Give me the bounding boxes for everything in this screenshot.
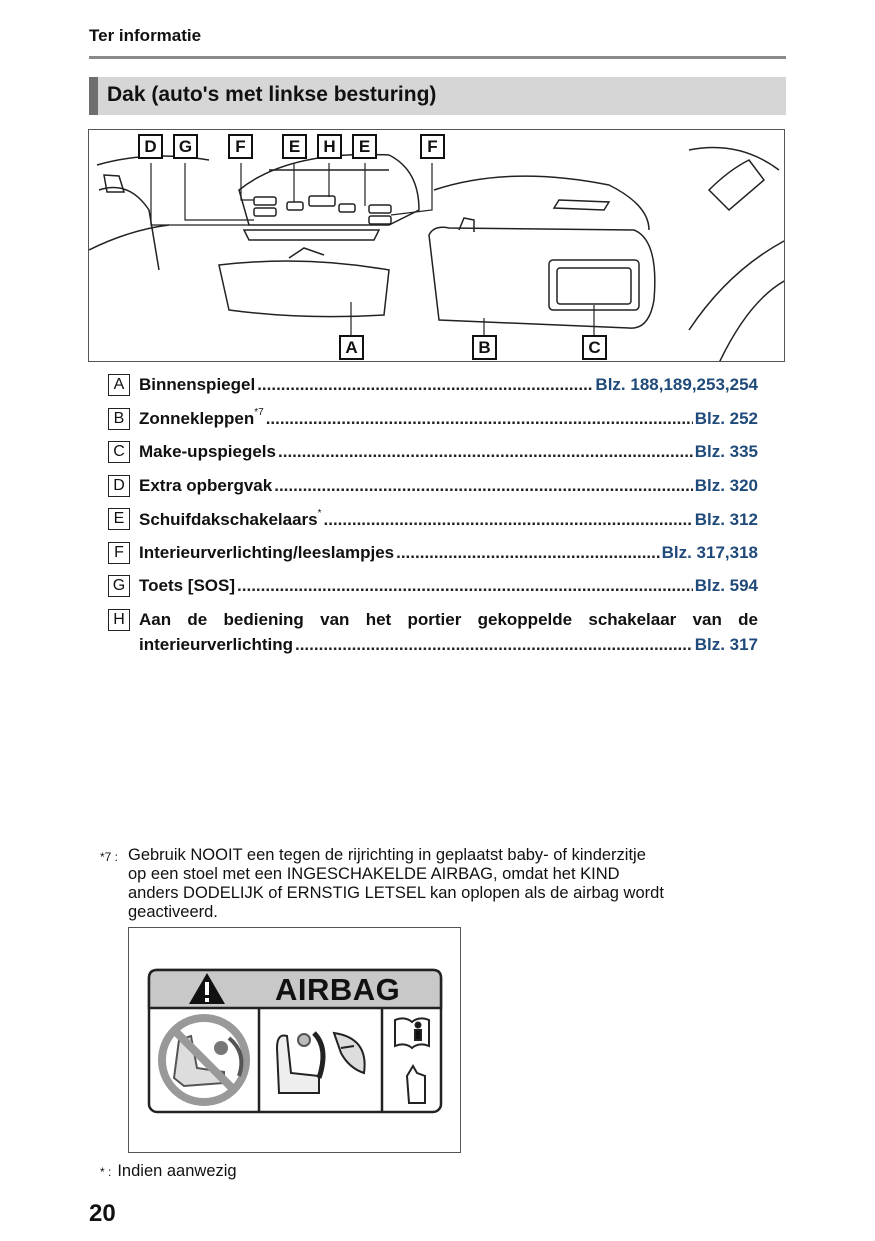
item-label: Interieurverlichting/leeslampjes [139,543,395,562]
page-reference[interactable]: Blz. 594 [694,576,758,595]
page-reference[interactable]: Blz. 252 [694,409,758,428]
item-key: B [108,408,130,430]
page-reference[interactable]: Blz. 317 [694,635,758,654]
callout-e-right: E [352,134,377,159]
item-label: Binnenspiegel [139,375,256,394]
page-number: 20 [89,1200,116,1227]
page-reference[interactable]: Blz. 317,318 [661,543,758,562]
leader-dots [257,375,593,395]
item-key: A [108,374,130,396]
callout-c: C [582,335,607,360]
roof-illustration [88,129,785,362]
item-key: E [108,508,130,530]
section-title: Dak (auto's met linkse besturing) [107,83,437,106]
callout-f-right: F [420,134,445,159]
leader-dots [266,409,693,429]
section-accent [89,77,98,115]
item-label: Zonnekleppen$^{*7}$ [139,407,264,428]
item-label-continued: interieurverlichting [139,635,293,654]
no-rear-facing-seat-icon [162,1018,246,1102]
airbag-title: AIRBAG [275,972,401,1007]
callout-f-left: F [228,134,253,159]
leader-dots [274,476,692,496]
item-key: H [108,609,130,631]
item-label: Schuifdakschakelaars* [139,508,322,529]
asterisk-footnote [100,1162,237,1181]
footnote-line: anders DODELIJK of ERNSTIG LETSEL kan oplopen als de airbag wordt [128,884,664,902]
header-rule [89,56,786,59]
item-label: Extra opbergvak [139,476,273,495]
leader-dots [396,543,659,563]
airbag-warning-label [128,927,461,1153]
footnote-line: geactiveerd. [128,903,218,921]
leader-dots [237,576,693,596]
leader-dots [278,442,693,462]
airbag-label-graphic [129,928,460,1152]
section-title-bar [89,77,786,115]
footnote-text [128,846,758,922]
footnote-line: Gebruik NOOIT een tegen de rijrichting in geplaatst baby- of kinderzitje [128,846,646,864]
item-key: D [108,475,130,497]
callout-h: H [317,134,342,159]
page-reference[interactable]: Blz. 320 [694,476,758,495]
leader-dots [295,635,693,655]
footnote-mark: * : [100,1165,112,1179]
footnote-line: op een stoel met een INGESCHAKELDE AIRBAG, omdat het KIND [128,865,620,883]
item-key: G [108,575,130,597]
callout-d: D [138,134,163,159]
item-label: Aan de bediening van het portier gekoppelde schakelaar van de [139,610,758,629]
item-label: Make-upspiegels [139,442,276,461]
footnote-ref: * [317,508,322,520]
page-reference[interactable]: Blz. 312 [694,510,758,529]
callout-e-left: E [282,134,307,159]
footnote-ref: *7 [254,407,264,419]
callout-a: A [339,335,364,360]
roof-drawing [89,130,785,362]
item-key: C [108,441,130,463]
item-key: F [108,542,130,564]
footnote-text: Indien aanwezig [117,1162,237,1180]
page-reference[interactable]: Blz. 188,189,253,254 [595,375,758,394]
callout-b: B [472,335,497,360]
page-reference[interactable]: Blz. 335 [694,442,758,461]
running-header: Ter informatie [89,26,202,45]
callout-g: G [173,134,198,159]
leader-dots [324,510,693,530]
item-label: Toets [SOS] [139,576,236,595]
footnote-mark: *7 : [100,850,119,864]
